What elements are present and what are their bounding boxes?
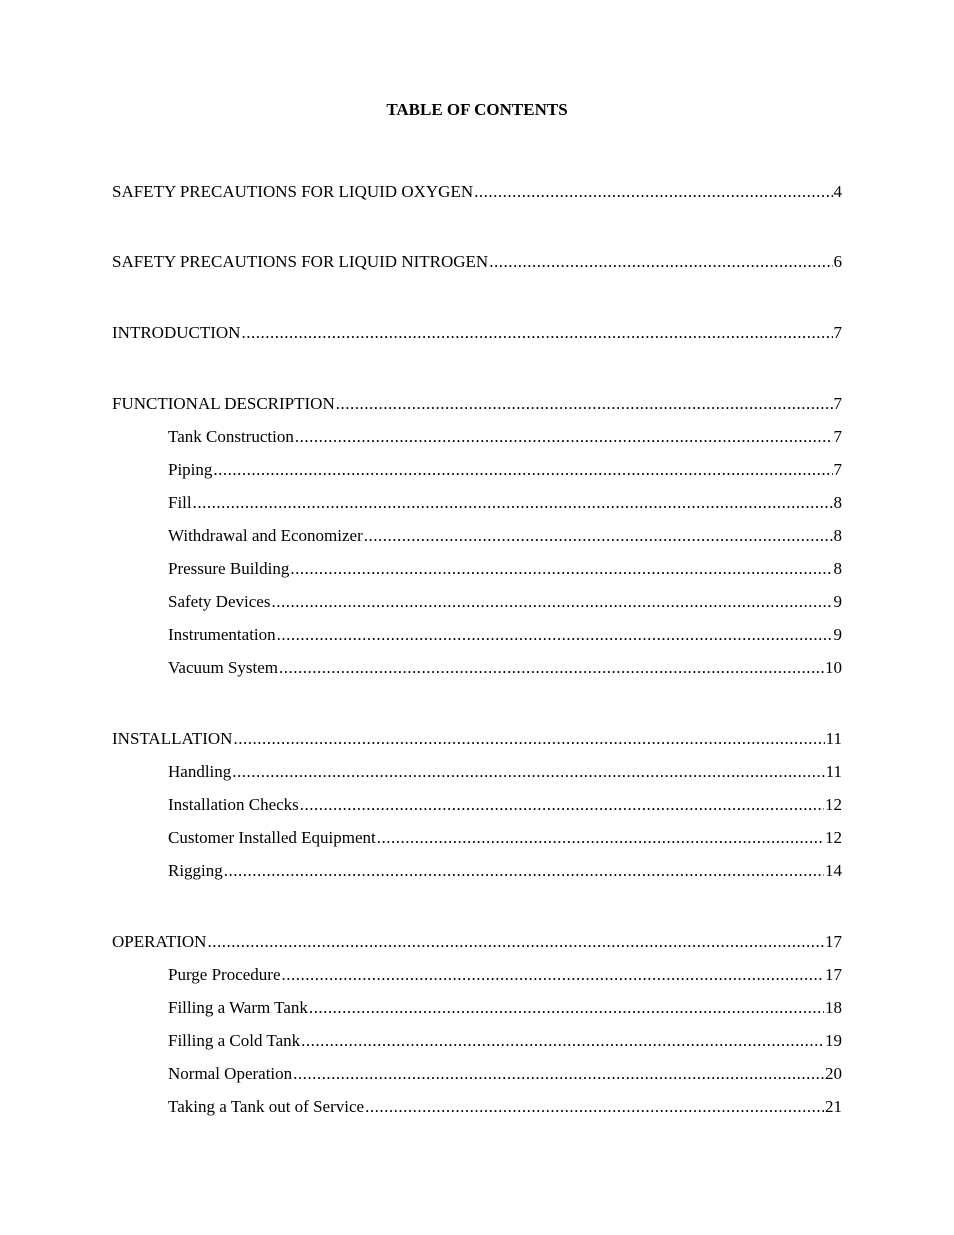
toc-entry-page: 10 [825,658,842,677]
dot-leader [293,1063,824,1085]
toc-entry-withdrawal[interactable] [168,525,842,547]
toc-entry-functional-description[interactable] [112,393,842,415]
toc-entry-label: Installation Checks [168,795,299,814]
toc-entry-page: 12 [825,795,842,814]
toc-entry-label: Normal Operation [168,1064,293,1083]
toc-entry-page: 14 [825,861,842,880]
toc-entry-label: OPERATION [112,932,207,951]
toc-entry-label: FUNCTIONAL DESCRIPTION [112,394,335,413]
toc-entry-page: 4 [833,182,842,201]
toc-entry-label: Instrumentation [168,625,276,644]
dot-leader [365,1096,824,1118]
toc-entry-label: Fill [168,493,192,512]
toc-entry-handling[interactable] [168,761,842,783]
toc-entry-safety-nitrogen[interactable] [112,251,842,273]
dot-leader [290,558,832,580]
dot-leader [233,728,824,750]
toc-entry-page: 18 [825,998,842,1017]
toc-entry-label: Vacuum System [168,658,279,677]
toc-entry-instrumentation[interactable] [168,624,842,646]
toc-entry-page: 20 [825,1064,842,1083]
toc-entry-safety-oxygen[interactable] [112,181,842,203]
dot-leader [279,657,824,679]
toc-entry-filling-warm-tank[interactable] [168,997,842,1019]
toc-entry-rigging[interactable] [168,860,842,882]
toc-entry-safety-devices[interactable] [168,591,842,613]
dot-leader [295,426,833,448]
toc-entry-label: SAFETY PRECAUTIONS FOR LIQUID NITROGEN [112,252,489,271]
dot-leader [364,525,833,547]
dot-leader [224,860,824,882]
dot-leader [193,492,833,514]
toc-entry-pressure-building[interactable] [168,558,842,580]
toc-entry-page: 7 [833,394,842,413]
toc-entry-label: INTRODUCTION [112,323,241,342]
toc-entry-page: 12 [825,828,842,847]
toc-entry-operation[interactable] [112,931,842,953]
dot-leader [277,624,833,646]
toc-entry-page: 11 [825,729,842,748]
toc-entry-page: 9 [833,625,842,644]
dot-leader [207,931,824,953]
dot-leader [336,393,833,415]
toc-entry-label: Safety Devices [168,592,271,611]
toc-entry-installation-checks[interactable] [168,794,842,816]
toc-entry-label: Customer Installed Equipment [168,828,376,847]
toc-entry-page: 7 [833,460,842,479]
toc-entry-page: 17 [825,965,842,984]
toc-entry-fill[interactable] [168,492,842,514]
dot-leader [282,964,824,986]
toc-entry-piping[interactable] [168,459,842,481]
toc-entry-label: Piping [168,460,213,479]
toc-entry-page: 8 [833,559,842,578]
dot-leader [213,459,832,481]
dot-leader [489,251,832,273]
toc-entry-taking-tank-out-of-service[interactable] [168,1096,842,1118]
toc-entry-label: Rigging [168,861,223,880]
toc-entry-introduction[interactable] [112,322,842,344]
toc-entry-label: Taking a Tank out of Service [168,1097,365,1116]
dot-leader [474,181,832,203]
dot-leader [309,997,824,1019]
toc-entry-label: Withdrawal and Economizer [168,526,363,545]
dot-leader [377,827,824,849]
toc-entry-page: 11 [825,762,842,781]
dot-leader [232,761,824,783]
toc-entry-label: Filling a Warm Tank [168,998,308,1017]
toc-entry-page: 21 [825,1097,842,1116]
dot-leader [241,322,832,344]
toc-entry-page: 8 [833,493,842,512]
toc-entry-page: 17 [825,932,842,951]
dot-leader [271,591,832,613]
toc-entry-label: Handling [168,762,232,781]
toc-entry-label: Filling a Cold Tank [168,1031,301,1050]
toc-entry-label: Pressure Building [168,559,290,578]
toc-entry-purge-procedure[interactable] [168,964,842,986]
toc-entry-customer-installed-equipment[interactable] [168,827,842,849]
dot-leader [301,1030,824,1052]
toc-entry-filling-cold-tank[interactable] [168,1030,842,1052]
toc-entry-page: 7 [833,427,842,446]
toc-entry-label: Purge Procedure [168,965,281,984]
toc-entry-tank-construction[interactable] [168,426,842,448]
toc-entry-vacuum-system[interactable] [168,657,842,679]
toc-entry-page: 9 [833,592,842,611]
toc-entry-page: 19 [825,1031,842,1050]
toc-entry-page: 7 [833,323,842,342]
toc-entry-page: 8 [833,526,842,545]
toc-entry-normal-operation[interactable] [168,1063,842,1085]
page-title: TABLE OF CONTENTS [386,100,568,119]
dot-leader [300,794,824,816]
toc-entry-label: INSTALLATION [112,729,233,748]
toc-entry-label: SAFETY PRECAUTIONS FOR LIQUID OXYGEN [112,182,474,201]
toc-entry-installation[interactable] [112,728,842,750]
toc-entry-page: 6 [833,252,842,271]
toc-entry-label: Tank Construction [168,427,294,446]
